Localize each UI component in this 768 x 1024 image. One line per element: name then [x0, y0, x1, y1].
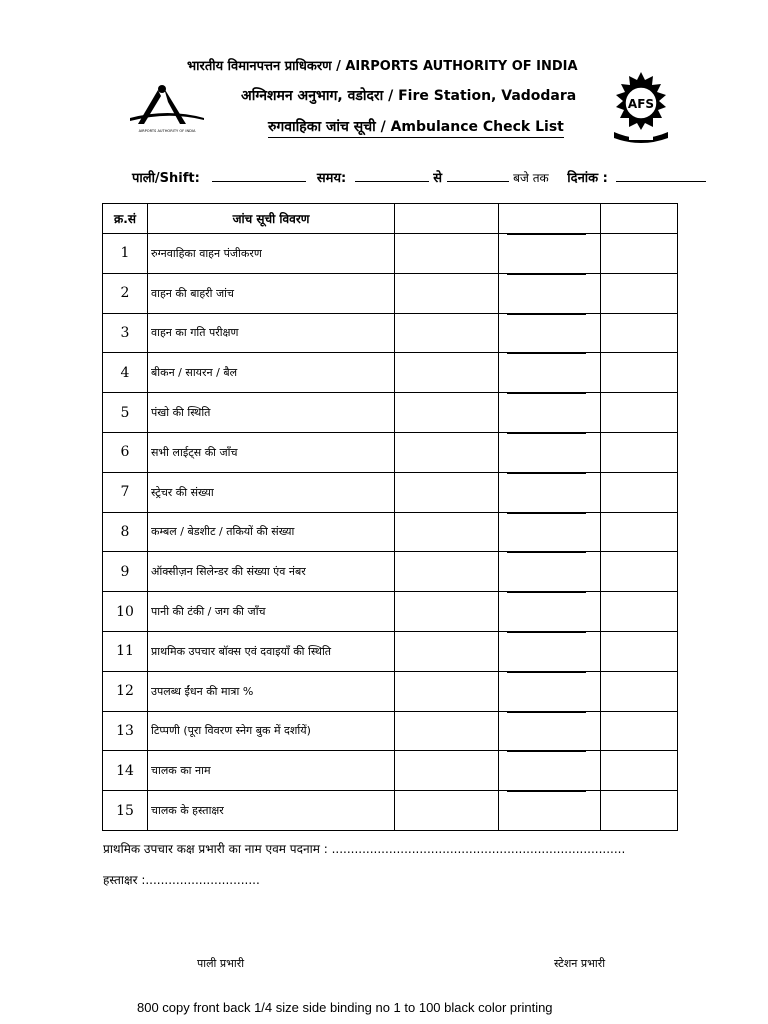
col-check-1: [395, 204, 499, 234]
check-cell[interactable]: [601, 791, 678, 831]
form-title: रुगवाहिका जांच सूची / Ambulance Check List: [268, 117, 564, 138]
row-number: 14: [103, 751, 148, 791]
check-cell[interactable]: [395, 751, 499, 791]
check-cell[interactable]: [499, 671, 601, 711]
check-cell[interactable]: [499, 432, 601, 472]
table-row: [103, 393, 678, 433]
org-title: भारतीय विमानपत्तन प्राधिकरण / AIRPORTS AUTHORITY OF INDIA: [187, 59, 578, 74]
check-cell[interactable]: [601, 751, 678, 791]
check-cell[interactable]: [395, 671, 499, 711]
row-description: चालक के हस्ताक्षर: [148, 791, 395, 831]
check-cell[interactable]: [601, 393, 678, 433]
afs-emblem-icon: [604, 70, 678, 148]
col-check-2: [499, 204, 601, 234]
table-row: [103, 353, 678, 393]
checklist-rows: [103, 234, 678, 831]
station-title: अग्निशमन अनुभाग, वडोदरा / Fire Station, Vadodara: [241, 88, 577, 104]
table-row: [103, 234, 678, 274]
station-incharge-label: स्टेशन प्रभारी: [554, 957, 606, 970]
check-cell[interactable]: [499, 552, 601, 592]
table-row: [103, 592, 678, 632]
row-description: कम्बल / बेडशीट / तकियों की संख्या: [148, 512, 395, 552]
row-number: 7: [103, 472, 148, 512]
check-cell[interactable]: [601, 711, 678, 751]
check-cell[interactable]: [395, 313, 499, 353]
checklist-table: [102, 203, 678, 831]
check-cell[interactable]: [601, 512, 678, 552]
row-number: 5: [103, 393, 148, 433]
row-number: 15: [103, 791, 148, 831]
aai-logo-icon: [128, 82, 206, 134]
table-row: [103, 751, 678, 791]
row-number: 1: [103, 234, 148, 274]
check-cell[interactable]: [395, 512, 499, 552]
row-description: वाहन की बाहरी जांच: [148, 273, 395, 313]
row-number: 3: [103, 313, 148, 353]
check-cell[interactable]: [395, 592, 499, 632]
date-label: दिनांक :: [567, 171, 608, 186]
time-from-field[interactable]: [355, 169, 429, 182]
shift-label: पाली/Shift:: [132, 171, 200, 186]
check-cell[interactable]: [601, 432, 678, 472]
col-description: जांच सूची विवरण: [148, 204, 395, 234]
first-aid-incharge-line: प्राथमिक उपचार कक्ष प्रभारी का नाम एवम पदनाम : .............................................................................: [103, 842, 626, 856]
table-row: [103, 552, 678, 592]
check-cell[interactable]: [601, 234, 678, 274]
shift-field[interactable]: [212, 169, 306, 182]
check-cell[interactable]: [499, 791, 601, 831]
check-cell[interactable]: [601, 313, 678, 353]
check-cell[interactable]: [395, 353, 499, 393]
check-cell[interactable]: [499, 512, 601, 552]
check-cell[interactable]: [499, 353, 601, 393]
table-row: [103, 512, 678, 552]
to-label: बजे तक: [513, 171, 549, 185]
check-cell[interactable]: [499, 472, 601, 512]
row-description: चालक का नाम: [148, 751, 395, 791]
check-cell[interactable]: [395, 273, 499, 313]
table-row: [103, 791, 678, 831]
check-cell[interactable]: [499, 711, 601, 751]
check-cell[interactable]: [499, 313, 601, 353]
table-row: [103, 671, 678, 711]
row-description: प्राथमिक उपचार बॉक्स एवं दवाइयाँ की स्थिति: [148, 631, 395, 671]
row-description: पंखो की स्थिति: [148, 393, 395, 433]
check-cell[interactable]: [395, 552, 499, 592]
table-row: [103, 432, 678, 472]
check-cell[interactable]: [499, 631, 601, 671]
row-description: पानी की टंकी / जग की जाँच: [148, 592, 395, 632]
aai-logo-text: AIRPORTS AUTHORITY OF INDIA: [138, 129, 196, 133]
row-description: बीकन / सायरन / बैल: [148, 353, 395, 393]
row-number: 8: [103, 512, 148, 552]
check-cell[interactable]: [499, 592, 601, 632]
check-cell[interactable]: [499, 234, 601, 274]
row-number: 4: [103, 353, 148, 393]
check-cell[interactable]: [601, 273, 678, 313]
row-number: 13: [103, 711, 148, 751]
row-description: सभी लाईट्स की जाँच: [148, 432, 395, 472]
row-number: 11: [103, 631, 148, 671]
row-description: रुग्नवाहिका वाहन पंजीकरण: [148, 234, 395, 274]
check-cell[interactable]: [601, 552, 678, 592]
afs-logo-text: AFS: [627, 97, 655, 111]
check-cell[interactable]: [499, 273, 601, 313]
from-label: से: [433, 171, 443, 186]
check-cell[interactable]: [395, 432, 499, 472]
check-cell[interactable]: [601, 671, 678, 711]
table-row: [103, 631, 678, 671]
shift-line: [132, 168, 706, 186]
print-note: 800 copy front back 1/4 size side binding no 1 to 100 black color printing: [137, 1000, 553, 1015]
check-cell[interactable]: [395, 711, 499, 751]
check-cell[interactable]: [499, 751, 601, 791]
table-row: [103, 472, 678, 512]
date-field[interactable]: [616, 169, 706, 182]
row-description: वाहन का गति परीक्षण: [148, 313, 395, 353]
check-cell[interactable]: [395, 393, 499, 433]
shift-incharge-label: पाली प्रभारी: [197, 957, 245, 970]
check-cell[interactable]: [601, 631, 678, 671]
time-label: समय:: [316, 171, 347, 186]
table-row: [103, 273, 678, 313]
check-cell[interactable]: [601, 592, 678, 632]
check-cell[interactable]: [395, 472, 499, 512]
check-cell[interactable]: [601, 472, 678, 512]
check-cell[interactable]: [395, 791, 499, 831]
row-number: 2: [103, 273, 148, 313]
row-number: 12: [103, 671, 148, 711]
row-description: स्ट्रेचर की संख्या: [148, 472, 395, 512]
table-row: [103, 313, 678, 353]
row-number: 9: [103, 552, 148, 592]
col-serial: क्र.सं: [103, 204, 148, 234]
check-cell[interactable]: [601, 353, 678, 393]
time-to-field[interactable]: [447, 169, 509, 182]
check-cell[interactable]: [395, 234, 499, 274]
row-description: उपलब्ध ईंधन की मात्रा %: [148, 671, 395, 711]
signature-line: हस्ताक्षर :..............................: [103, 873, 260, 887]
check-cell[interactable]: [395, 631, 499, 671]
table-row: [103, 711, 678, 751]
row-number: 6: [103, 432, 148, 472]
col-check-3: [601, 204, 678, 234]
row-number: 10: [103, 592, 148, 632]
check-cell[interactable]: [499, 393, 601, 433]
row-description: ऑक्सीज़न सिलेन्डर की संख्या एंव नंबर: [148, 552, 395, 592]
row-description: टिप्पणी (पूरा विवरण स्नेग बुक में दर्शायें): [148, 711, 395, 751]
